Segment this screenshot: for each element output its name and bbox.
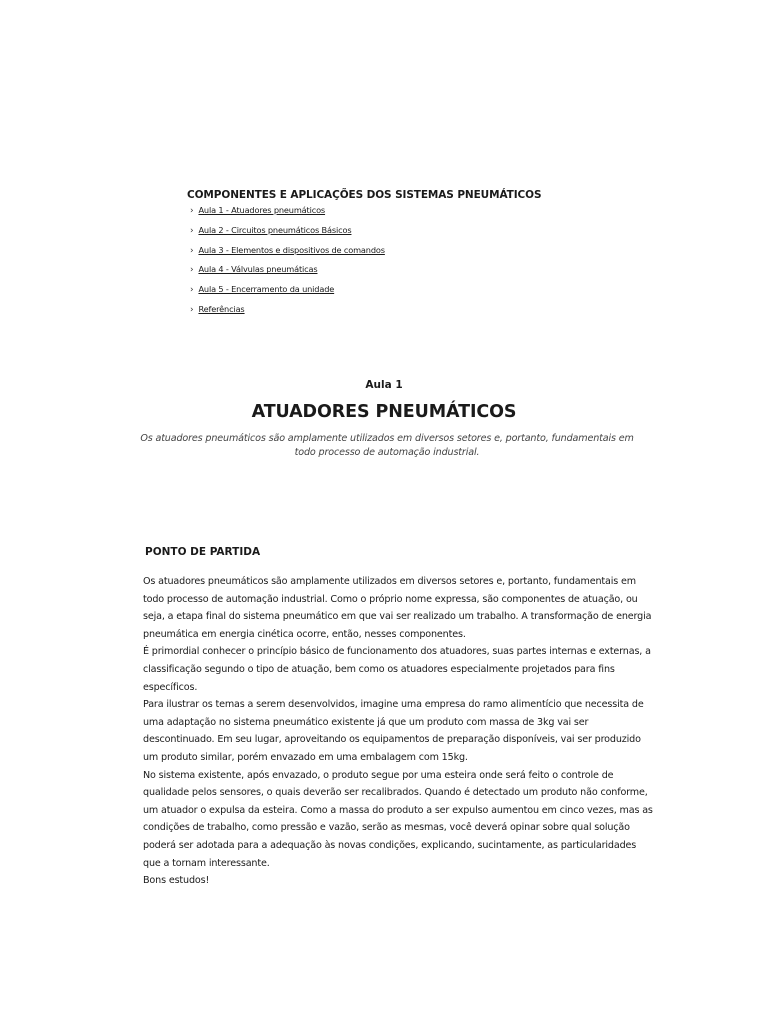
paragraph-task: No sistema existente, após envazado, o produto segue por uma esteira onde será feito o controle de qualidade pelos sensores, o quais deverão ser recalibrados. Quando é detectado um produto não conforme, um atuador o expulsa da esteira. Como a massa do produto a ser expulso aumentou em cinco vezes, mas as condições de trabalho, como pressão e vazão, serão as mesmas, você deverá opinar sobre qual solução poderá ser adotada para a adequação às novas condições, explicando, sucintamente, as particularidades que a tornam interessante. — [143, 769, 653, 869]
lesson-list — [187, 205, 607, 324]
lesson-kicker: Aula 1 — [365, 379, 403, 391]
chevron-right-icon: › — [190, 304, 194, 315]
chevron-right-icon: › — [190, 206, 194, 216]
toc-item-aula-5 — [190, 284, 607, 304]
toc-item-aula-4 — [190, 264, 607, 284]
link-aula-3[interactable]: Aula 3 - Elementos e dispositivos de comandos — [198, 244, 385, 255]
toc-item-referencias — [190, 304, 607, 324]
paragraph-scenario: Para ilustrar os temas a serem desenvolvidos, imagine uma empresa do ramo alimentício que necessita de uma adaptação no sistema pneumático existente já que um produto com massa de 3kg vai ser descontinuado. Em seu lugar, aproveitando os equipamentos de preparação disponíveis, vai ser produzido um produto similar, porém envazado em uma embalagem com 15kg. — [143, 699, 644, 763]
chevron-right-icon: › — [190, 225, 194, 236]
unit-title: COMPONENTES E APLICAÇÕES DOS SISTEMAS PNEUMÁTICOS — [187, 189, 542, 201]
section-body — [143, 573, 653, 890]
table-of-contents — [187, 189, 607, 324]
link-aula-2[interactable]: Aula 2 - Circuitos pneumáticos Básicos — [198, 224, 352, 235]
link-aula-5[interactable]: Aula 5 - Encerramento da unidade — [198, 284, 335, 295]
link-referencias[interactable]: Referências — [198, 303, 245, 314]
lesson-subtitle: Os atuadores pneumáticos são amplamente utilizados em diversos setores e, portanto, fundamentais em todo processo de automação industrial. — [140, 433, 634, 458]
chevron-right-icon: › — [190, 285, 194, 296]
link-aula-4[interactable]: Aula 4 - Válvulas pneumáticas — [198, 264, 318, 275]
chevron-right-icon: › — [190, 265, 194, 276]
paragraph-principles: É primordial conhecer o princípio básico de funcionamento dos atuadores, suas partes internas e externas, a classificação segundo o tipo de atuação, bem como os atuadores especialmente projetados para fins específicos. — [143, 646, 651, 693]
link-aula-1[interactable]: Aula 1 - Atuadores pneumáticos — [198, 205, 326, 215]
lesson-title: ATUADORES PNEUMÁTICOS — [251, 402, 517, 422]
toc-item-aula-2 — [190, 225, 607, 245]
chevron-right-icon: › — [190, 245, 194, 256]
toc-item-aula-1 — [190, 205, 607, 225]
paragraph-closing: Bons estudos! — [143, 875, 210, 887]
toc-item-aula-3 — [190, 245, 607, 265]
paragraph-intro: Os atuadores pneumáticos são amplamente utilizados em diversos setores e, portanto, fundamentais em todo processo de automação industrial. Como o próprio nome expressa, são componentes de atuação, ou seja, a etapa final do sistema pneumático em que vai ser realizado um trabalho. A transformação de energia pneumática em energia cinética ocorre, então, nesses componentes. — [143, 576, 652, 640]
section-title: PONTO DE PARTIDA — [145, 546, 261, 558]
